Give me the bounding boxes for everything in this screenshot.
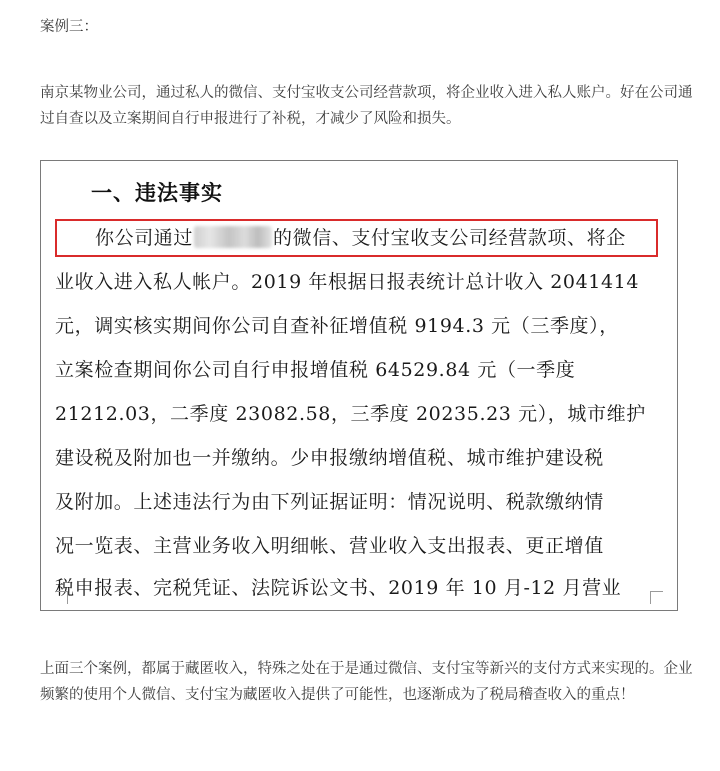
document-line-7: 及附加。上述违法行为由下列证据证明：情况说明、税款缴纳情	[55, 491, 604, 513]
red-highlight-box	[55, 219, 658, 257]
scanned-document-image	[40, 160, 678, 611]
document-line-3: 元，调实核实期间你公司自查补征增值税 9194.3 元（三季度），	[55, 315, 619, 337]
document-line-1-start: 你公司通过	[95, 227, 194, 249]
document-line-9: 税申报表、完税凭证、法院诉讼文书、2019 年 10 月-12 月营业	[55, 577, 622, 599]
document-line-2: 业收入进入私人帐户。2019 年根据日报表统计总计收入 2041414	[55, 271, 640, 293]
document-line-6: 建设税及附加也一并缴纳。少申报缴纳增值税、城市维护建设税	[55, 447, 604, 469]
intro-paragraph: 南京某物业公司，通过私人的微信、支付宝收支公司经营款项，将企业收入进入私人账户。好在公司通过自查以及立案期间自行申报进行了补税，才减少了风险和损失。	[40, 85, 693, 127]
document-line-4: 立案检查期间你公司自行申报增值税 64529.84 元（一季度	[55, 359, 576, 381]
document-line-1-end: 的微信、支付宝收支公司经营款项、将企	[273, 227, 626, 249]
conclusion-paragraph: 上面三个案例，都属于藏匿收入，特殊之处在于是通过微信、支付宝等新兴的支付方式来实现的。企业频繁的使用个人微信、支付宝为藏匿收入提供了可能性，也逐渐成为了税局稽查收入的重点！	[40, 661, 693, 703]
document-line-8: 况一览表、主营业务收入明细帐、营业收入支出报表、更正增值	[55, 535, 604, 557]
page-corner-mark-left	[55, 591, 68, 604]
document-line-5: 21212.03，二季度 23082.58，三季度 20235.23 元），城市维护	[55, 403, 646, 425]
page-corner-mark-right	[650, 591, 663, 604]
document-heading: 一、违法事实	[91, 180, 223, 205]
case-title: 案例三：	[40, 19, 98, 35]
